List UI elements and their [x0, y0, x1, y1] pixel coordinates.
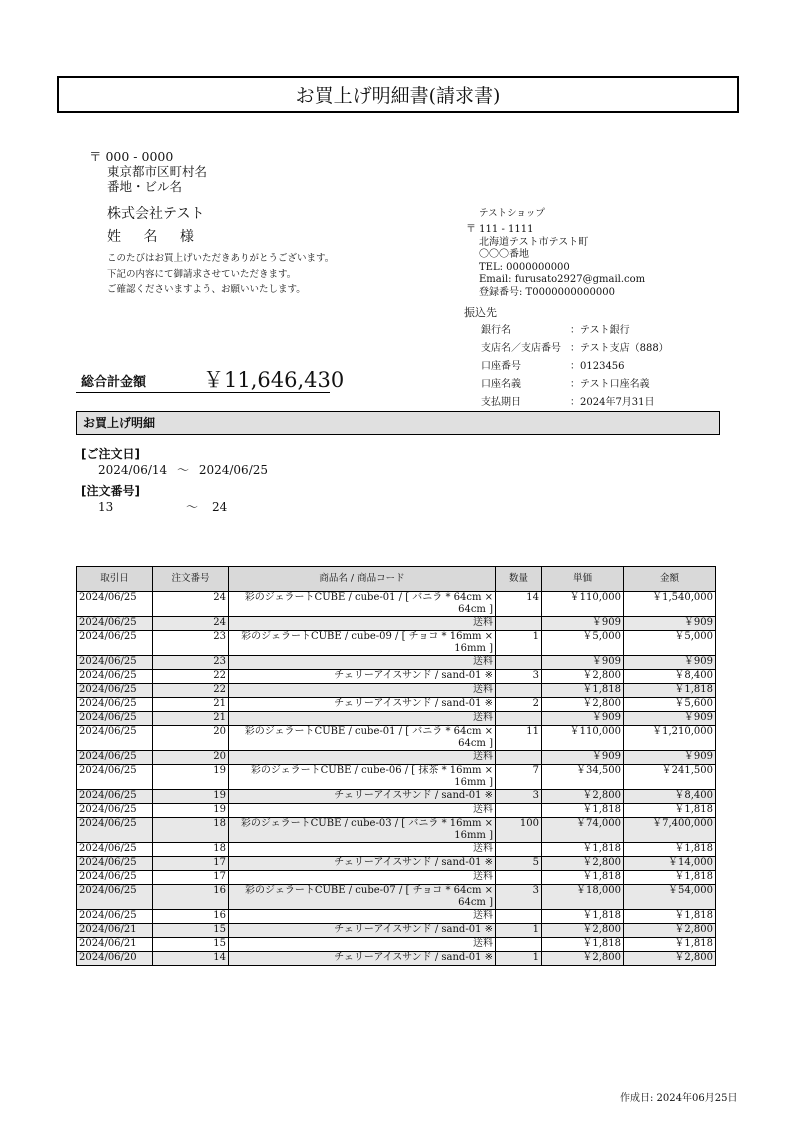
cell-unit-price: ￥1,818: [542, 910, 624, 924]
cell-amount: ￥2,800: [624, 952, 716, 966]
cell-qty: 5: [496, 857, 542, 871]
cell-qty: [496, 910, 542, 924]
cell-qty: [496, 843, 542, 857]
cell-qty: 1: [496, 952, 542, 966]
table-row: [77, 910, 716, 924]
cell-qty: 1: [496, 924, 542, 938]
shop-postal: 〒 111 - 1111: [466, 224, 534, 235]
table-row: [77, 924, 716, 938]
cell-amount: ￥2,800: [624, 924, 716, 938]
cell-date: 2024/06/25: [77, 910, 153, 924]
bank-value: ：2024年7月31日: [570, 397, 655, 408]
cell-qty: 3: [496, 885, 542, 910]
cell-unit-price: ￥909: [542, 656, 624, 670]
table-row: [77, 726, 716, 751]
cell-product: 送料: [229, 843, 496, 857]
table-row: [77, 592, 716, 617]
cell-order-no: 15: [153, 924, 229, 938]
bank-value: ：テスト支店（888）: [570, 343, 669, 354]
cell-amount: ￥909: [624, 617, 716, 631]
table-row: [77, 751, 716, 765]
order-date-from: 2024/06/14: [98, 463, 168, 477]
cell-unit-price: ￥909: [542, 617, 624, 631]
cell-amount: ￥14,000: [624, 857, 716, 871]
table-row: [77, 656, 716, 670]
cell-product: チェリーアイスサンド / sand-01 ※: [229, 924, 496, 938]
cell-amount: ￥1,818: [624, 843, 716, 857]
order-number-to: 24: [212, 500, 228, 514]
cell-unit-price: ￥74,000: [542, 818, 624, 843]
table-row: [77, 871, 716, 885]
cell-order-no: 15: [153, 938, 229, 952]
cell-product: 彩のジェラートCUBE / cube-06 / [ 抹茶 * 16mm × 16mm ]: [229, 765, 496, 790]
cell-product: 送料: [229, 656, 496, 670]
cell-product: 送料: [229, 910, 496, 924]
cell-unit-price: ￥909: [542, 712, 624, 726]
shop-address: [466, 224, 645, 299]
cell-product: 送料: [229, 617, 496, 631]
bank-info: [479, 321, 671, 413]
cell-unit-price: ￥110,000: [542, 592, 624, 617]
cell-date: 2024/06/21: [77, 924, 153, 938]
cell-order-no: 16: [153, 885, 229, 910]
section-title: お買上げ明細: [76, 411, 720, 435]
cell-date: 2024/06/25: [77, 818, 153, 843]
order-number-range: [98, 498, 227, 515]
cell-qty: [496, 617, 542, 631]
cell-order-no: 22: [153, 684, 229, 698]
cell-unit-price: ￥2,800: [542, 790, 624, 804]
cell-order-no: 17: [153, 857, 229, 871]
cell-amount: ￥7,400,000: [624, 818, 716, 843]
bank-value: ：テスト口座名義: [570, 379, 650, 390]
cell-order-no: 24: [153, 592, 229, 617]
items-table: [76, 566, 716, 966]
header-amount: 金額: [624, 567, 716, 592]
order-number-label: [注文番号]: [81, 484, 140, 498]
cell-order-no: 18: [153, 843, 229, 857]
cell-order-no: 20: [153, 726, 229, 751]
cell-amount: ￥5,600: [624, 698, 716, 712]
bank-key: 支店名／支店番号: [481, 343, 561, 354]
cell-product: 送料: [229, 684, 496, 698]
cell-order-no: 22: [153, 670, 229, 684]
cell-unit-price: ￥1,818: [542, 843, 624, 857]
cell-date: 2024/06/25: [77, 765, 153, 790]
cell-date: 2024/06/25: [77, 885, 153, 910]
cell-order-no: 19: [153, 765, 229, 790]
cell-qty: 2: [496, 698, 542, 712]
cell-amount: ￥1,818: [624, 938, 716, 952]
table-row: [77, 617, 716, 631]
customer-person: 姓 名 様: [107, 229, 203, 245]
cell-unit-price: ￥1,818: [542, 804, 624, 818]
cell-date: 2024/06/25: [77, 656, 153, 670]
cell-product: 彩のジェラートCUBE / cube-07 / [ チョコ * 64cm × 64cm ]: [229, 885, 496, 910]
cell-amount: ￥1,818: [624, 804, 716, 818]
cell-unit-price: ￥1,818: [542, 871, 624, 885]
cell-product: 送料: [229, 938, 496, 952]
cell-unit-price: ￥1,818: [542, 684, 624, 698]
created-date: 作成日: 2024年06月25日: [620, 1093, 738, 1104]
cell-qty: 3: [496, 670, 542, 684]
cell-date: 2024/06/25: [77, 751, 153, 765]
cell-date: 2024/06/21: [77, 938, 153, 952]
header-qty: 数量: [496, 567, 542, 592]
cell-order-no: 23: [153, 656, 229, 670]
order-date-separator: ～: [177, 463, 190, 477]
total-amount: ￥11,646,430: [203, 368, 345, 392]
cell-date: 2024/06/25: [77, 592, 153, 617]
cell-unit-price: ￥18,000: [542, 885, 624, 910]
header-product: 商品名 / 商品コード: [229, 567, 496, 592]
cell-qty: [496, 712, 542, 726]
cell-amount: ￥1,818: [624, 910, 716, 924]
cell-amount: ￥1,818: [624, 684, 716, 698]
cell-order-no: 24: [153, 617, 229, 631]
table-row: [77, 843, 716, 857]
customer-address-line1: 東京都市区町村名: [107, 164, 208, 179]
table-row: [77, 712, 716, 726]
cell-unit-price: ￥1,818: [542, 938, 624, 952]
cell-order-no: 16: [153, 910, 229, 924]
table-row: [77, 765, 716, 790]
table-row: [77, 885, 716, 910]
cell-order-no: 21: [153, 712, 229, 726]
order-date-range: [98, 461, 268, 478]
cell-unit-price: ￥2,800: [542, 698, 624, 712]
header-date: 取引日: [77, 567, 153, 592]
bank-value: ：テスト銀行: [570, 325, 630, 336]
cell-date: 2024/06/25: [77, 871, 153, 885]
bank-key: 口座名義: [481, 379, 521, 390]
customer-postal: 〒 000 - 0000: [89, 149, 174, 164]
bank-key: 支払期日: [481, 397, 521, 408]
cell-qty: [496, 938, 542, 952]
cell-product: チェリーアイスサンド / sand-01 ※: [229, 698, 496, 712]
bank-key: 口座番号: [481, 361, 521, 372]
header-order-no: 注文番号: [153, 567, 229, 592]
header-unit-price: 単価: [542, 567, 624, 592]
cell-order-no: 18: [153, 818, 229, 843]
cell-qty: 7: [496, 765, 542, 790]
cell-product: 彩のジェラートCUBE / cube-09 / [ チョコ * 16mm × 16mm ]: [229, 631, 496, 656]
cell-qty: 1: [496, 631, 542, 656]
cell-product: 彩のジェラートCUBE / cube-01 / [ バニラ * 64cm × 64cm ]: [229, 726, 496, 751]
cell-date: 2024/06/25: [77, 698, 153, 712]
cell-date: 2024/06/25: [77, 617, 153, 631]
cell-amount: ￥909: [624, 751, 716, 765]
cell-date: 2024/06/25: [77, 726, 153, 751]
cell-amount: ￥54,000: [624, 885, 716, 910]
table-row: [77, 818, 716, 843]
cell-date: 2024/06/25: [77, 790, 153, 804]
cell-qty: 14: [496, 592, 542, 617]
cell-product: 送料: [229, 751, 496, 765]
cell-order-no: 23: [153, 631, 229, 656]
cell-qty: [496, 804, 542, 818]
greeting-line: 下記の内容にて御請求させていただきます。: [107, 268, 297, 280]
cell-amount: ￥8,400: [624, 790, 716, 804]
cell-date: 2024/06/25: [77, 804, 153, 818]
order-date-label: [ご注文日]: [81, 447, 140, 461]
cell-order-no: 20: [153, 751, 229, 765]
cell-qty: 100: [496, 818, 542, 843]
cell-product: 彩のジェラートCUBE / cube-03 / [ バニラ * 16mm × 16mm ]: [229, 818, 496, 843]
cell-date: 2024/06/25: [77, 857, 153, 871]
cell-order-no: 19: [153, 790, 229, 804]
cell-date: 2024/06/25: [77, 684, 153, 698]
cell-date: 2024/06/25: [77, 843, 153, 857]
cell-qty: [496, 656, 542, 670]
shop-registration: 登録番号: T0000000000000: [479, 286, 615, 298]
cell-unit-price: ￥2,800: [542, 924, 624, 938]
shop-name: テストショップ: [479, 208, 545, 219]
cell-amount: ￥241,500: [624, 765, 716, 790]
table-row: [77, 857, 716, 871]
table-header-row: [77, 567, 716, 592]
cell-order-no: 17: [153, 871, 229, 885]
cell-product: チェリーアイスサンド / sand-01 ※: [229, 952, 496, 966]
shop-email: Email: furusato2927@gmail.com: [479, 274, 646, 285]
shop-address-line2: 〇〇〇番地: [479, 249, 529, 260]
cell-product: 送料: [229, 871, 496, 885]
cell-amount: ￥1,540,000: [624, 592, 716, 617]
bank-value: ：0123456: [570, 361, 625, 372]
order-date-to: 2024/06/25: [198, 463, 269, 477]
cell-amount: ￥5,000: [624, 631, 716, 656]
cell-date: 2024/06/25: [77, 712, 153, 726]
cell-qty: [496, 871, 542, 885]
greeting-line: このたびはお買上げいただきありがとうございます。: [107, 253, 335, 264]
cell-unit-price: ￥2,800: [542, 952, 624, 966]
table-row: [77, 684, 716, 698]
cell-date: 2024/06/20: [77, 952, 153, 966]
table-row: [77, 631, 716, 656]
total-label: 総合計金額: [81, 375, 147, 390]
cell-amount: ￥909: [624, 712, 716, 726]
greeting-line: ご確認くださいますよう、お願いいたします。: [107, 284, 306, 295]
cell-qty: 11: [496, 726, 542, 751]
cell-amount: ￥1,818: [624, 871, 716, 885]
bank-key: 銀行名: [481, 325, 511, 336]
cell-unit-price: ￥34,500: [542, 765, 624, 790]
cell-date: 2024/06/25: [77, 631, 153, 656]
order-number-from: 13: [98, 500, 114, 514]
cell-amount: ￥1,210,000: [624, 726, 716, 751]
cell-unit-price: ￥2,800: [542, 670, 624, 684]
cell-order-no: 19: [153, 804, 229, 818]
cell-unit-price: ￥2,800: [542, 857, 624, 871]
customer-address-line2: 番地・ビル名: [107, 179, 183, 194]
cell-qty: [496, 751, 542, 765]
document-title: お買上げ明細書(請求書): [57, 76, 739, 113]
cell-order-no: 14: [153, 952, 229, 966]
table-row: [77, 698, 716, 712]
cell-amount: ￥8,400: [624, 670, 716, 684]
cell-unit-price: ￥110,000: [542, 726, 624, 751]
greeting-message: [107, 251, 334, 298]
cell-qty: 3: [496, 790, 542, 804]
cell-product: チェリーアイスサンド / sand-01 ※: [229, 670, 496, 684]
shop-tel: TEL: 0000000000: [479, 261, 570, 273]
customer-company: 株式会社テスト: [107, 206, 205, 222]
cell-date: 2024/06/25: [77, 670, 153, 684]
cell-amount: ￥909: [624, 656, 716, 670]
order-number-separator: ～: [186, 500, 199, 514]
table-row: [77, 670, 716, 684]
cell-product: 送料: [229, 712, 496, 726]
cell-order-no: 21: [153, 698, 229, 712]
table-row: [77, 804, 716, 818]
total-underline: [76, 392, 330, 393]
shop-address-line1: 北海道テスト市テスト町: [479, 236, 589, 248]
cell-product: 彩のジェラートCUBE / cube-01 / [ バニラ * 64cm × 64cm ]: [229, 592, 496, 617]
cell-product: チェリーアイスサンド / sand-01 ※: [229, 857, 496, 871]
cell-product: 送料: [229, 804, 496, 818]
customer-address: [89, 149, 207, 194]
cell-qty: [496, 684, 542, 698]
cell-unit-price: ￥909: [542, 751, 624, 765]
cell-product: チェリーアイスサンド / sand-01 ※: [229, 790, 496, 804]
cell-unit-price: ￥5,000: [542, 631, 624, 656]
table-row: [77, 938, 716, 952]
table-row: [77, 790, 716, 804]
table-row: [77, 952, 716, 966]
bank-heading: 振込先: [464, 306, 497, 319]
